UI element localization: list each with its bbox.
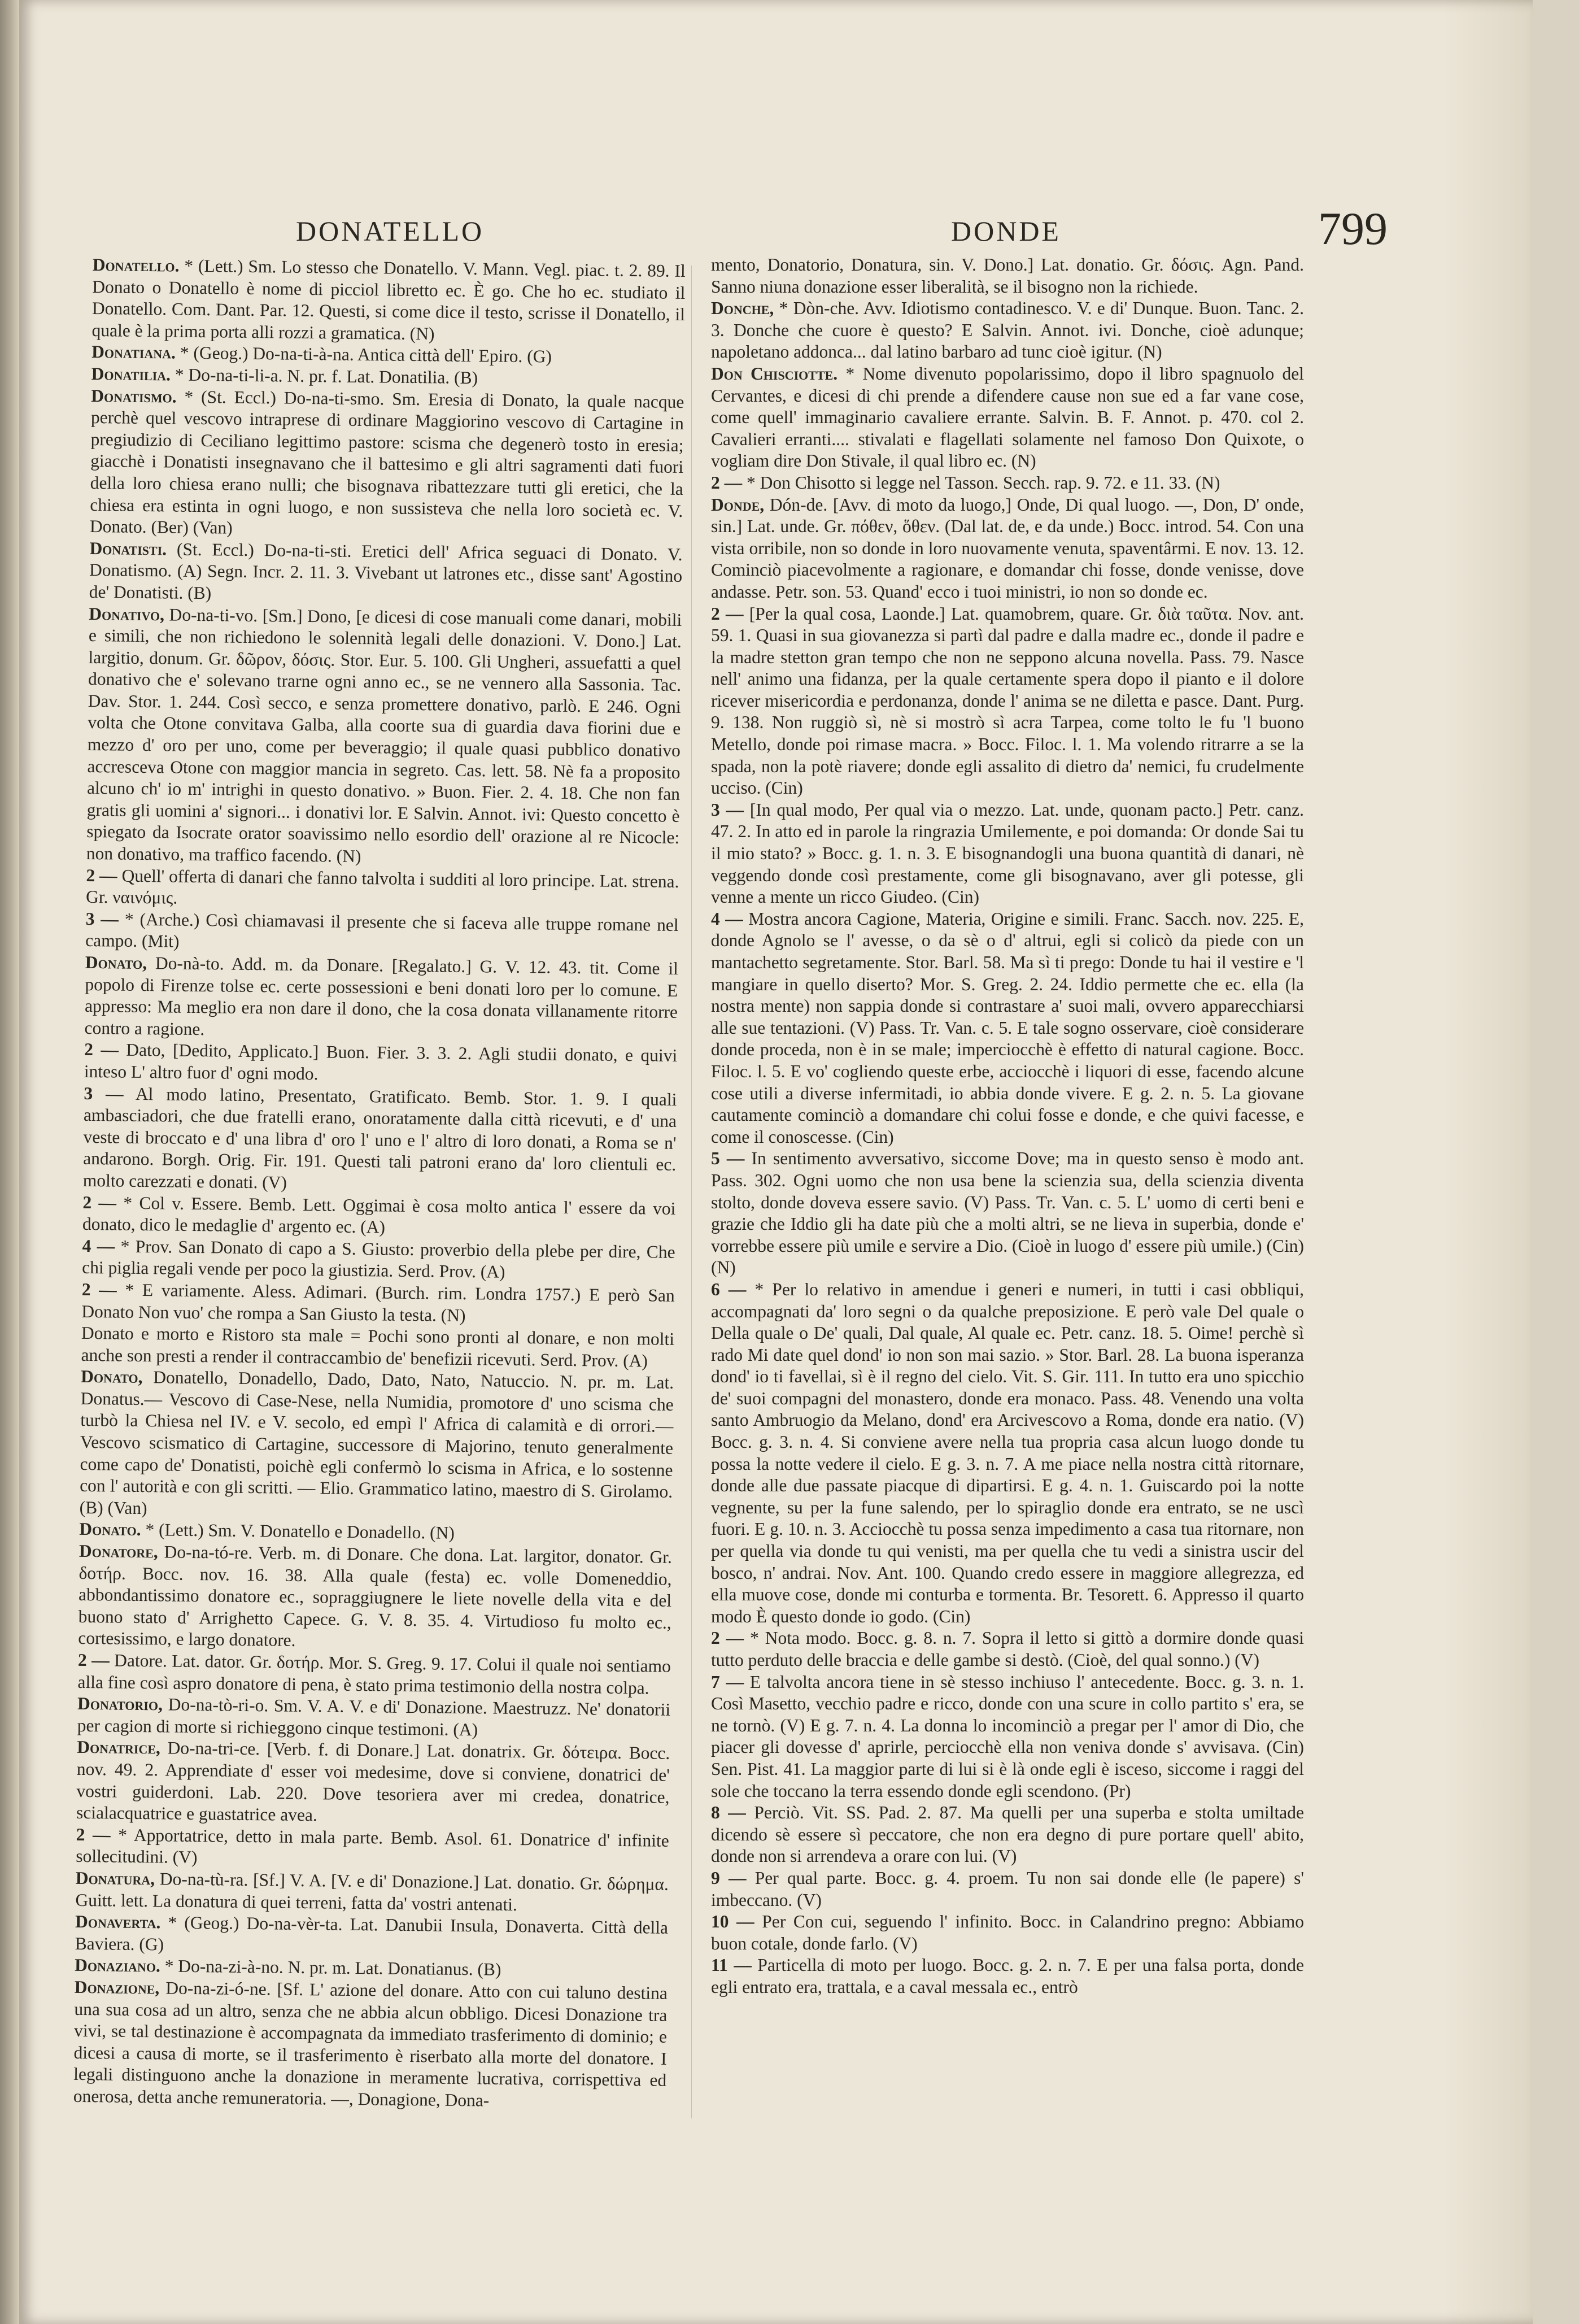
dictionary-entry (711, 1148, 1304, 1279)
dictionary-entry (711, 799, 1304, 908)
entry-text: Do-na-tó-re. Verb. m. di Donare. Che dona. Lat. largitor, donator. Gr. δοτήρ. Bocc. nov. 16. 38. Alla quale (festa) ec. volle Domeneddio, abbondantissimo donatore ec., sopraggiugnere le liete novelle della vita e del buono stato d' Arrighetto Capece. G. V. 8. 35. 4. Virtudioso fu molto ec., cortesissimo, e largo donatore. (78, 1542, 673, 1651)
entry-text: [Per la qual cosa, Laonde.] Lat. quamobrem, quare. Gr. διὰ ταῦτα. Nov. ant. 59. 1. Quasi in sua giovanezza si partì dal padre e dalla madre ec., donde il padre e la madre stetton gran tempo che non ne seppono alcuna novella. Pass. 79. Nasce nell' animo una fidanza, per la quale certamente spera dopo il pianto e il dolore ricever misericordia e perdonanza, donde l' anima se ne diletta e pasce. Dant. Purg. 9. 138. Non ruggiò sì, nè si mostrò sì acra Tarpea, come tolto le fu 'l buono Metello, donde poi rimase macra. » Bocc. Filoc. l. 1. Ma volendo ritrarre a se la spada, non la potè riavere; donde egli assalito di dietro da' nemici, fu crudelmente ucciso. (Cin) (711, 603, 1305, 798)
entry-text: Mostra ancora Cagione, Materia, Origine e simili. Franc. Sacch. nov. 225. E, donde Agnolo se l' avesse, o da sè o d' altrui, egli si colicò da piede con un mantachetto segretamente. Stor. Barl. 58. Ma sì ti prego: Donde tu hai il vestire e 'l mangiare in quello diserto? Mor. S. Greg. 2. 24. Iddio permette che ec. ella (la nostra mente) non sappia donde si contrastare a' suoi mali, ovvero apparecchiarsi alle sue tentazioni. (V) Pass. Tr. Van. c. 5. E tale sogno osservare, cioè considerare donde proceda, non è in se male; imperciocchè è effetto di natural cagione. Bocc. Filoc. l. 5. E vo' cogliendo queste erbe, acciocchè i liquori di esse, facendo alcune cose utili a diverse infermitadi, io abbia donde vivere. E g. 2. n. 5. La giovane cautamente cominciò a domandare chi colui fosse e donde, e che quivi facesse, e come il conoscesse. (Cin) (711, 908, 1304, 1147)
entry-headword: 5 — (711, 1148, 745, 1169)
entry-headword: 2 — (81, 1279, 117, 1300)
entry-headword: Donatore, (78, 1540, 158, 1562)
entry-headword: Donche, (711, 298, 774, 319)
entry-headword: Donatura, (75, 1868, 155, 1889)
entry-text: * (St. Eccl.) Do-na-ti-smo. Sm. Eresia di Donato, la quale nacque perchè quel vescovo intraprese di ordinare Maggiorino vescovo di Cartagine in pregiudizio di Ceciliano legittimo pastore: scisma che degenerò tosto in eresia; giacchè i Donatisti insegnavano che il battesimo e gli altri sagramenti dati fuori della loro chiesa erano nulli; che bisognava ribattezzare tutti gli eretici, che la chiesa era estinta in ogni luogo, e non sussisteva che nella loro società ec. V. Donato. (Ber) (Van) (89, 386, 684, 538)
page-number: 799 (1318, 203, 1388, 254)
entry-headword: 3 — (85, 908, 119, 929)
right-running-title: DONDE (951, 215, 1061, 247)
entry-headword: 10 — (711, 1912, 754, 1932)
entry-headword: Donativo, (89, 603, 165, 624)
dictionary-entry (77, 1693, 671, 1743)
entry-text: Particella di moto per luogo. Bocc. g. 2. n. 7. E per una falsa porta, donde egli entrato era, trattala, e a caval messala ec., entrò (711, 1955, 1304, 1997)
dictionary-entry (83, 1082, 677, 1198)
dictionary-entry (81, 1279, 675, 1329)
dictionary-entry (89, 538, 683, 610)
entry-headword: 8 — (711, 1803, 746, 1823)
entry-text: * Don Chisotto si legge nel Tasson. Secch. rap. 9. 72. e 11. 33. (N) (747, 472, 1220, 493)
entry-headword: Donatello. (92, 254, 180, 276)
left-column (73, 254, 686, 2113)
entry-headword: 4 — (711, 908, 743, 929)
dictionary-entry (711, 472, 1304, 494)
entry-text: * Nome divenuto popolarissimo, dopo il libro spagnuolo del Cervantes, e dicesi di chi prende a difendere cause non sue ed a far vane cose, come quell' immaginario cavaliere errante. Salvin. B. F. Annot. p. 470. col 2. Cavalieri erranti.... stivalati e flagellati solamente nel famoso Don Quixote, o vogliam dire Don Stivale, il qual libro ec. (N) (711, 363, 1304, 471)
entry-headword: Donato. (79, 1519, 141, 1540)
entry-text: Do-na-tù-ra. [Sf.] V. A. [V. e di' Donazione.] Lat. donatio. Gr. δώρημα. Guitt. lett. La donatura di quei terreni, fatta da' vostri antenati. (75, 1869, 669, 1914)
entry-headword: Don Chisciotte. (711, 363, 838, 384)
entry-text: * Dòn-che. Avv. Idiotismo contadinesco. V. e di' Dunque. Buon. Tanc. 2. 3. Donche che cuore è questo? E Salvin. Annot. ivi. Donche, cioè adunque; napoletano addonca... dal latino barbaro ad tunc cioè igitur. (N) (711, 298, 1305, 362)
entry-text: E talvolta ancora tiene in sè stesso inchiuso l' antecedente. Bocc. g. 3. n. 1. Così Masetto, vecchio padre e ricco, donde con una scure in collo partito s' era, se ne tornò. (V) E g. 7. n. 4. La donna lo incominciò a pregar per l' amor di Dio, che piacer gli dovesse d' aprirle, perciocchè ella non veniva donde s' avvisava. (Cin) Sen. Pist. 41. La maggior parte di lui si è là onde egli è isceso, siccome i raggi del sole che toccano la terra essendo donde egli scendono. (Pr) (711, 1672, 1305, 1801)
entry-text: Do-na-zi-ó-ne. [Sf. L' azione del donare. Atto con cui taluno destina una sua cosa ad un altro, senza che ne abbia alcun obbligo. Dicesi Donazione tra vivi, se tal destinazione è accompagnata da immediato trasferimento di dominio; e dicesi a causa di morte, se il trasferimento è riserbato alla morte del donatore. I legali distinguono anche la donazione in meramente lucrativa, corrispettiva ed onerosa, detta anche remuneratoria. —, Donagione, Dona- (73, 1978, 668, 2110)
entry-text: [In qual modo, Per qual via o mezzo. Lat. unde, quonam pacto.] Petr. canz. 47. 2. In atto ed in parole la ringrazia Umilemente, e poi domanda: Or donde Sai tu il mio stato? » Bocc. g. 1. n. 3. E bisognandogli una buona quantità di danari, nè veggendo donde così prestamente, come gli bisognavano, aver gli potesse, gli venne a mente un ricco Giudeo. (Cin) (711, 799, 1304, 907)
entry-text: * (Lett.) Sm. V. Donatello e Donadello. (N) (145, 1520, 455, 1543)
entry-headword: 2 — (76, 1824, 111, 1845)
entry-headword: Donatisti. (89, 538, 167, 559)
dictionary-entry (76, 1737, 670, 1830)
adjacent-page-edge (0, 0, 19, 2324)
entry-text: Do-na-ti-vo. [Sm.] Dono, [e dicesi di cose manuali come danari, mobili e simili, che non richiedono le solennità legali delle donazioni. V. Dono.] Lat. largitio, donum. Gr. δῶρον, δόσις. Stor. Eur. 5. 100. Gli Ungheri, assuefatti a quel donativo che e' solevano trarne ogni anno ec., se ne vennero alla Sassonia. Tac. Dav. Stor. 1. 244. Così secco, e senza promettere donativo, parlò. E 246. Ogni volta che Otone convitava Galba, alla coorte sua di guardia dava fiorini due e mezzo d' oro per uno, come per beveraggio; il quale quasi pubblico donativo accresceva Otone con maggior mancia in segreto. Cas. lett. 58. Nè fa a proposito alcuno ch' io m' intrighi in questo donativo. » Buon. Fier. 2. 4. 18. Che non fan gratis gli uomini a' signori... i donativi lor. E Salvin. Annot. ivi: Questo concetto è spiegato da Isocrate orator soavissimo nello esordio dell' orazione al re Nicocle: non donativo, ma traffico facendo. (N) (86, 604, 682, 867)
entry-text: Dón-de. [Avv. di moto da luogo,] Onde, Di qual luogo. —, Don, D' onde, sin.] Lat. unde. Gr. πόθεν, ὅθεν. (Dal lat. de, e da unde.) Bocc. introd. 54. Con una vista orribile, non so donde in loro nuovamente venuta, spaventârmi. E nov. 13. 12. Cominciò piacevolmente a ragionare, e domandar chi fosse, donde venisse, dove andasse. Petr. son. 53. Quand' ecco i tuoi ministri, io non so donde ec. (711, 494, 1305, 602)
entry-headword: 2 — (77, 1650, 110, 1670)
entry-text: Per qual parte. Bocc. g. 4. proem. Tu non sai donde elle (le papere) s' imbeccano. (V) (711, 1868, 1304, 1910)
entry-headword: 3 — (84, 1083, 124, 1104)
entry-text: * (Lett.) Sm. Lo stesso che Donatello. V. Mann. Vegl. piac. t. 2. 89. Il Donato o Donatello è nome di picciol libretto ec. È go. Che ho ec. studiato il Donatello. Com. Dant. Par. 12. Questi, si come dice il testo, scrisse il Donatello, il quale è la prima porta alli rozzi a gramatica. (N) (91, 255, 686, 344)
dictionary-entry (82, 1235, 675, 1285)
entry-text: Donato e morto e Ristoro sta male = Pochi sono pronti al donare, e non molti anche son presti a render il contraccambio de' benefizii ricevuti. Serd. Prov. (A) (81, 1322, 675, 1371)
entry-headword: Donaziano. (75, 1955, 161, 1976)
dictionary-entry (86, 603, 682, 871)
entry-text: Perciò. Vit. SS. Pad. 2. 87. Ma quelli per una superba e stolta umiltade dicendo sè essere sì peccatore, che non era degno di pure portare quell' abito, donde non si arrendeva a orare con lui. (V) (711, 1803, 1305, 1866)
entry-text: * (Arche.) Così chiamavasi il presente che si faceva alle truppe romane nel campo. (Mit) (85, 909, 679, 952)
dictionary-entry (82, 1191, 676, 1241)
entry-text: Quell' offerta di danari che fanno talvolta i sudditi al loro principe. Lat. strena. Gr. ναινόμις. (85, 865, 679, 908)
entry-text: Datore. Lat. dator. Gr. δοτήρ. Mor. S. Greg. 9. 17. Colui il quale noi sentiamo alla fine così aspro donatore di pena, è stato prima testimonio della nostra colpa. (77, 1650, 671, 1698)
entry-headword: Donazione, (74, 1977, 160, 1998)
dictionary-entry (711, 908, 1304, 1148)
entry-text: Dato, [Dedito, Applicato.] Buon. Fier. 3. 3. 2. Agli studii donato, e quivi inteso L' altro fuor d' ogni modo. (84, 1040, 678, 1084)
entry-text: * Do-na-ti-li-a. N. pr. f. Lat. Donatilia. (B) (175, 364, 478, 388)
dictionary-entry (80, 1366, 674, 1525)
entry-headword: 6 — (711, 1279, 747, 1299)
entry-text: * Do-na-zi-à-no. N. pr. m. Lat. Donatianus. (B) (164, 1956, 501, 1980)
entry-headword: Donaverta. (75, 1911, 161, 1933)
entry-text: Donatello, Donadello, Dado, Dato, Nato, Natuccio. N. pr. m. Lat. Donatus.— Vescovo di Case-Nese, nella Numidia, promotore d' uno scisma che turbò la Chiesa nel IV. e V. secolo, ed empì l' Africa di calamità e di orrori.— Vescovo scismatico di Cartagine, successore di Majorino, tenuto generalmente come capo de' Donatisti, poichè egli confermò lo scisma in Africa, e lo sostenne con l' autorità e con gli scritti. — Elio. Grammatico latino, maestro di S. Girolamo. (B) (Van) (79, 1367, 674, 1518)
dictionary-entry (711, 1911, 1304, 1955)
dictionary-entry (711, 254, 1304, 298)
entry-headword: 2 — (84, 1039, 119, 1060)
entry-headword: Donato, (81, 1366, 143, 1387)
entry-headword: Donato, (85, 952, 147, 973)
dictionary-entry (77, 1650, 671, 1699)
entry-text: * (Geog.) Do-na-ti-à-na. Antica città dell' Epiro. (G) (180, 343, 552, 367)
entry-headword: 2 — (711, 1628, 744, 1648)
entry-headword: 9 — (711, 1868, 747, 1888)
dictionary-entry (711, 298, 1304, 363)
column-gutter (691, 266, 692, 2118)
dictionary-page (19, 0, 1533, 2324)
dictionary-entry (85, 908, 679, 958)
entry-headword: Donatrice, (77, 1737, 161, 1758)
entry-text: * Apportatrice, detto in mala parte. Bemb. Asol. 61. Donatrice d' infinite sollecitudini. (V) (76, 1825, 669, 1868)
entry-headword: 2 — (86, 865, 117, 886)
dictionary-entry (711, 1672, 1304, 1803)
dictionary-entry (90, 385, 684, 544)
dictionary-entry (711, 1627, 1304, 1671)
left-running-title: DONATELLO (296, 215, 485, 247)
entry-text: * Col v. Essere. Bemb. Lett. Oggimai è cosa molto antica l' essere da voi donato, dico le medaglie d' argento ec. (A) (82, 1193, 676, 1237)
entry-headword: 4 — (82, 1235, 115, 1256)
entry-text: * Nota modo. Bocc. g. 8. n. 7. Sopra il letto si gittò a dormire donde quasi tutto perduto delle braccia e delle gambe si destò. (Cioè, del qual sonno.) (V) (711, 1628, 1305, 1670)
entry-headword: Donde, (711, 494, 765, 515)
dictionary-entry (84, 952, 678, 1045)
entry-text: * (Geog.) Do-na-vèr-ta. Lat. Danubii Insula, Donaverta. Città della Baviera. (G) (75, 1912, 669, 1955)
dictionary-entry (711, 603, 1304, 799)
dictionary-entry (73, 1977, 668, 2114)
dictionary-entry (91, 254, 686, 347)
entry-text: Al modo latino, Presentato, Gratificato. Bemb. Stor. 1. 9. I quali ambasciadori, che due fratelli erano, onoratamente dalla città ricevuti, e d' una veste di broccato e d' una libra d' oro l' uno e l' altro di loro donati, a Roma se n' andarono. Borgh. Orig. Fir. 191. Questi tali patroni erano da' loro clientuli ec. molto carezzati e donati. (V) (82, 1083, 677, 1193)
dictionary-entry (84, 1039, 678, 1089)
dictionary-entry (86, 865, 679, 915)
dictionary-entry (711, 1279, 1304, 1628)
entry-headword: 2 — (82, 1192, 117, 1213)
entry-text: Per Con cui, seguendo l' infinito. Bocc. in Calandrino pregno: Abbiamo buon cotale, donde farlo. (V) (711, 1912, 1305, 1953)
entry-headword: Donatilia. (91, 363, 171, 385)
entry-text: Do-nà-to. Add. m. da Donare. [Regalato.] G. V. 12. 43. tit. Come il popolo di Firenze tolse ec. certe possessioni e beni donati loro per lo comune. E appresso: Ma meglio era non dare il dono, che la cosa donata villanamente ritorre contro a ragione. (84, 953, 679, 1039)
page-shading (1442, 0, 1533, 2324)
entry-text: * Per lo relativo in amendue i generi e numeri, in tutti i casi obbliqui, accompagnati da' loro segni o da qualche preposizione. E però vale Del quale o Della quale o De' quali, Dal quale, Al quale ec. Petr. canz. 18. 5. Oime! perchè sì rado Mi date quel dond' io non son mai sazio. » Stor. Barl. 28. La buona isperanza dond' io ti favellai, sì è il regno del cielo. Vit. S. Gir. 111. In tutto era uno spicchio de' suoi compagni del monastero, donde era monaco. Pass. 48. Venendo una volta santo Ambruogio da Melano, dond' era Arcivescovo a Roma, donde era natio. (V) Bocc. g. 3. n. 4. Si conviene avere nella tua propria casa alcun luogo donde tu possa la notte vedere il cielo. E g. 3. n. 7. A me piace nella nostra città ritornare, donde alle due passate piacque di dipartirsi. E g. 4. n. 1. Guiscardo poi la notte vegnente, su per la fune salendo, per lo spiraglio donde era entrato, se ne uscì fuori. E g. 10. n. 3. Acciocchè tu possa senza impedimento a casa tua ritornare, non per quella via donde tu qui venisti, ma per quella che tu vedi a sinistra uscir del bosco, n' andrai. Nov. Ant. 100. Quando credo essere in maggiore allegrezza, ed ella muove cose, donde mi conturba e tormenta. Br. Tesorett. 6. Appresso il quarto modo È questo donde io godo. (Cin) (711, 1279, 1305, 1626)
entry-headword: 7 — (711, 1672, 744, 1692)
entry-text: (St. Eccl.) Do-na-ti-sti. Eretici dell' Africa seguaci di Donato. V. Donatismo. (A) Segn. Incr. 2. 11. 3. Vivebant ut latrones etc., disse sant' Agostino de' Donatisti. (B) (89, 539, 683, 603)
entry-text: Do-na-tri-ce. [Verb. f. di Donare.] Lat. donatrix. Gr. δότειρα. Bocc. nov. 49. 2. Apprendiate d' esser voi medesime, dove si conviene, donatrici de' vostri guiderdoni. Lab. 220. Dove tesoriera aver mi credea, donatrice, scialacquatrice e guastatrice avea. (76, 1738, 670, 1825)
dictionary-entry (75, 1911, 668, 1961)
entry-headword: 11 — (711, 1955, 752, 1975)
dictionary-entry (711, 1802, 1304, 1868)
entry-headword: Donatorio, (77, 1694, 163, 1714)
dictionary-entry (81, 1322, 674, 1372)
dictionary-entry (75, 1868, 669, 1917)
dictionary-entry (711, 494, 1304, 603)
entry-headword: 2 — (711, 603, 744, 624)
entry-text: mento, Donatorio, Donatura, sin. V. Dono.] Lat. donatio. Gr. δόσις. Agn. Pand. Sanno niuna donazione esser liberalità, se il bisogno non la richiede. (711, 255, 1304, 297)
dictionary-entry (711, 363, 1304, 472)
entry-headword: Donatismo. (91, 385, 177, 407)
dictionary-entry (78, 1540, 672, 1656)
dictionary-entry (76, 1824, 669, 1874)
entry-headword: 3 — (711, 799, 744, 820)
entry-text: * Prov. San Donato di capo a S. Giusto: proverbio della plebe per dire, Che chi piglia regali vende per poco la giustizia. Serd. Prov. (A) (82, 1236, 675, 1282)
entry-text: * E variamente. Aless. Adimari. (Burch. rim. Londra 1757.) E però San Donato Non vuo' che rompa a San Giusto la testa. (N) (81, 1279, 675, 1325)
dictionary-entry (711, 1868, 1304, 1911)
entry-headword: 2 — (711, 472, 743, 493)
right-column (711, 254, 1304, 1999)
scan-margin (1533, 0, 1579, 2324)
dictionary-entry (711, 1955, 1304, 1998)
entry-text: In sentimento avversativo, siccome Dove; ma in questo senso è modo ant. Pass. 302. Ogni uomo che non usa bene la scienzia sua, della scienzia diventa stolto, donde doveva essere savio. (V) Pass. Tr. Van. c. 5. L' uomo di certi beni e grazie che Iddio gli ha date più che a molti altri, se ne lieva in superbia, donde e' vorrebbe essere più umile e servire a Dio. (Cioè in luogo d' essere più umile.) (Cin) (N) (711, 1148, 1305, 1278)
entry-text: Do-na-tò-ri-o. Sm. V. A. V. e di' Donazione. Maestruzz. Ne' donatorii per cagion di morte si richieggono cinque testimoni. (A) (77, 1694, 671, 1740)
entry-headword: Donatiana. (91, 342, 176, 363)
